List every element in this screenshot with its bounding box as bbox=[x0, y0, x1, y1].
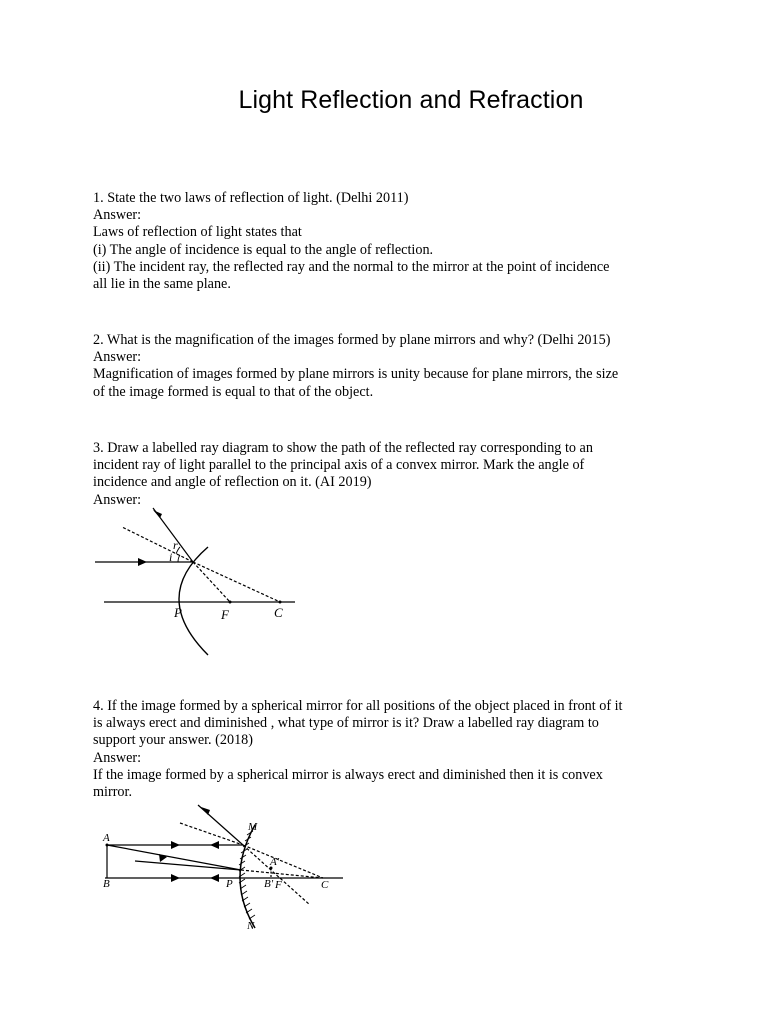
arrow-head bbox=[171, 874, 180, 882]
arrow-head bbox=[210, 841, 219, 849]
angle-arc bbox=[178, 555, 180, 562]
label-B-image: B' bbox=[264, 878, 274, 890]
question-3-text: 3. Draw a labelled ray diagram to show the path of the reflected ray corresponding to an bbox=[93, 440, 593, 456]
convex-mirror bbox=[240, 825, 255, 928]
label-F: F bbox=[221, 607, 229, 622]
normal-line bbox=[193, 562, 280, 602]
normal-extension bbox=[122, 527, 193, 562]
focus-line bbox=[193, 562, 230, 602]
question-1 bbox=[93, 190, 713, 293]
question-3-text: incident ray of light parallel to the principal axis of a convex mirror. Mark the angle of bbox=[93, 457, 585, 474]
virtual-ray bbox=[243, 845, 310, 905]
question-2-text: 2. What is the magnification of the images formed by plane mirrors and why? (Delhi 2015) bbox=[93, 332, 611, 348]
label-A: A bbox=[103, 832, 110, 844]
arrow-head bbox=[171, 841, 180, 849]
reflected-ray-back bbox=[135, 861, 241, 870]
arrow-head bbox=[210, 874, 219, 882]
answer-line: If the image formed by a spherical mirror is always erect and diminished then it is convex bbox=[93, 766, 603, 783]
answer-label: Answer: bbox=[93, 349, 142, 366]
answer-label: Answer: bbox=[93, 491, 142, 508]
answer-line: of the image formed is equal to that of the object. bbox=[93, 383, 374, 400]
label-C: C bbox=[321, 879, 329, 891]
virtual-ray bbox=[180, 823, 243, 845]
question-4-text: is always erect and diminished , what type of mirror is it? Draw a labelled ray diagram to bbox=[93, 715, 599, 732]
label-r: r bbox=[173, 538, 178, 552]
question-4-text: support your answer. (2018) bbox=[93, 732, 253, 749]
question-4-text: 4. If the image formed by a spherical mirror for all positions of the object placed in front of it bbox=[93, 698, 623, 714]
arrow-head bbox=[138, 558, 147, 566]
answer-line: (i) The angle of incidence is equal to the angle of reflection. bbox=[93, 241, 434, 258]
label-i: i bbox=[169, 550, 173, 564]
label-C: C bbox=[274, 605, 283, 620]
question-4 bbox=[93, 698, 713, 801]
label-P: P bbox=[174, 605, 182, 620]
convex-mirror-ray-diagram bbox=[90, 505, 305, 660]
convex-mirror-image-diagram bbox=[95, 795, 355, 940]
label-M: M bbox=[248, 821, 258, 833]
answer-line: all lie in the same plane. bbox=[93, 276, 231, 293]
question-3 bbox=[93, 440, 713, 509]
center-point bbox=[279, 601, 282, 604]
answer-line: mirror. bbox=[93, 784, 133, 801]
incident-ray-to-center bbox=[107, 845, 241, 870]
page-title: Light Reflection and Refraction bbox=[238, 86, 584, 114]
question-1-text: 1. State the two laws of reflection of light. (Delhi 2011) bbox=[93, 190, 409, 206]
label-P: P bbox=[226, 878, 233, 890]
virtual-ray bbox=[243, 845, 323, 878]
answer-line: Laws of reflection of light states that bbox=[93, 224, 302, 241]
label-F: F bbox=[275, 879, 282, 891]
answer-line: (ii) The incident ray, the reflected ray and the normal to the mirror at the point of incidence bbox=[93, 258, 610, 275]
arrow-head bbox=[153, 510, 162, 518]
label-A-image: A' bbox=[270, 856, 280, 868]
answer-label: Answer: bbox=[93, 207, 142, 224]
question-2 bbox=[93, 332, 713, 401]
focus-point bbox=[229, 601, 232, 604]
virtual-ray bbox=[241, 870, 323, 878]
answer-line: Magnification of images formed by plane mirrors is unity because for plane mirrors, the size bbox=[93, 366, 619, 383]
label-B: B bbox=[103, 878, 110, 890]
label-N: N bbox=[247, 920, 255, 932]
answer-label: Answer: bbox=[93, 749, 142, 766]
question-3-text: incidence and angle of reflection on it. (AI 2019) bbox=[93, 474, 372, 491]
